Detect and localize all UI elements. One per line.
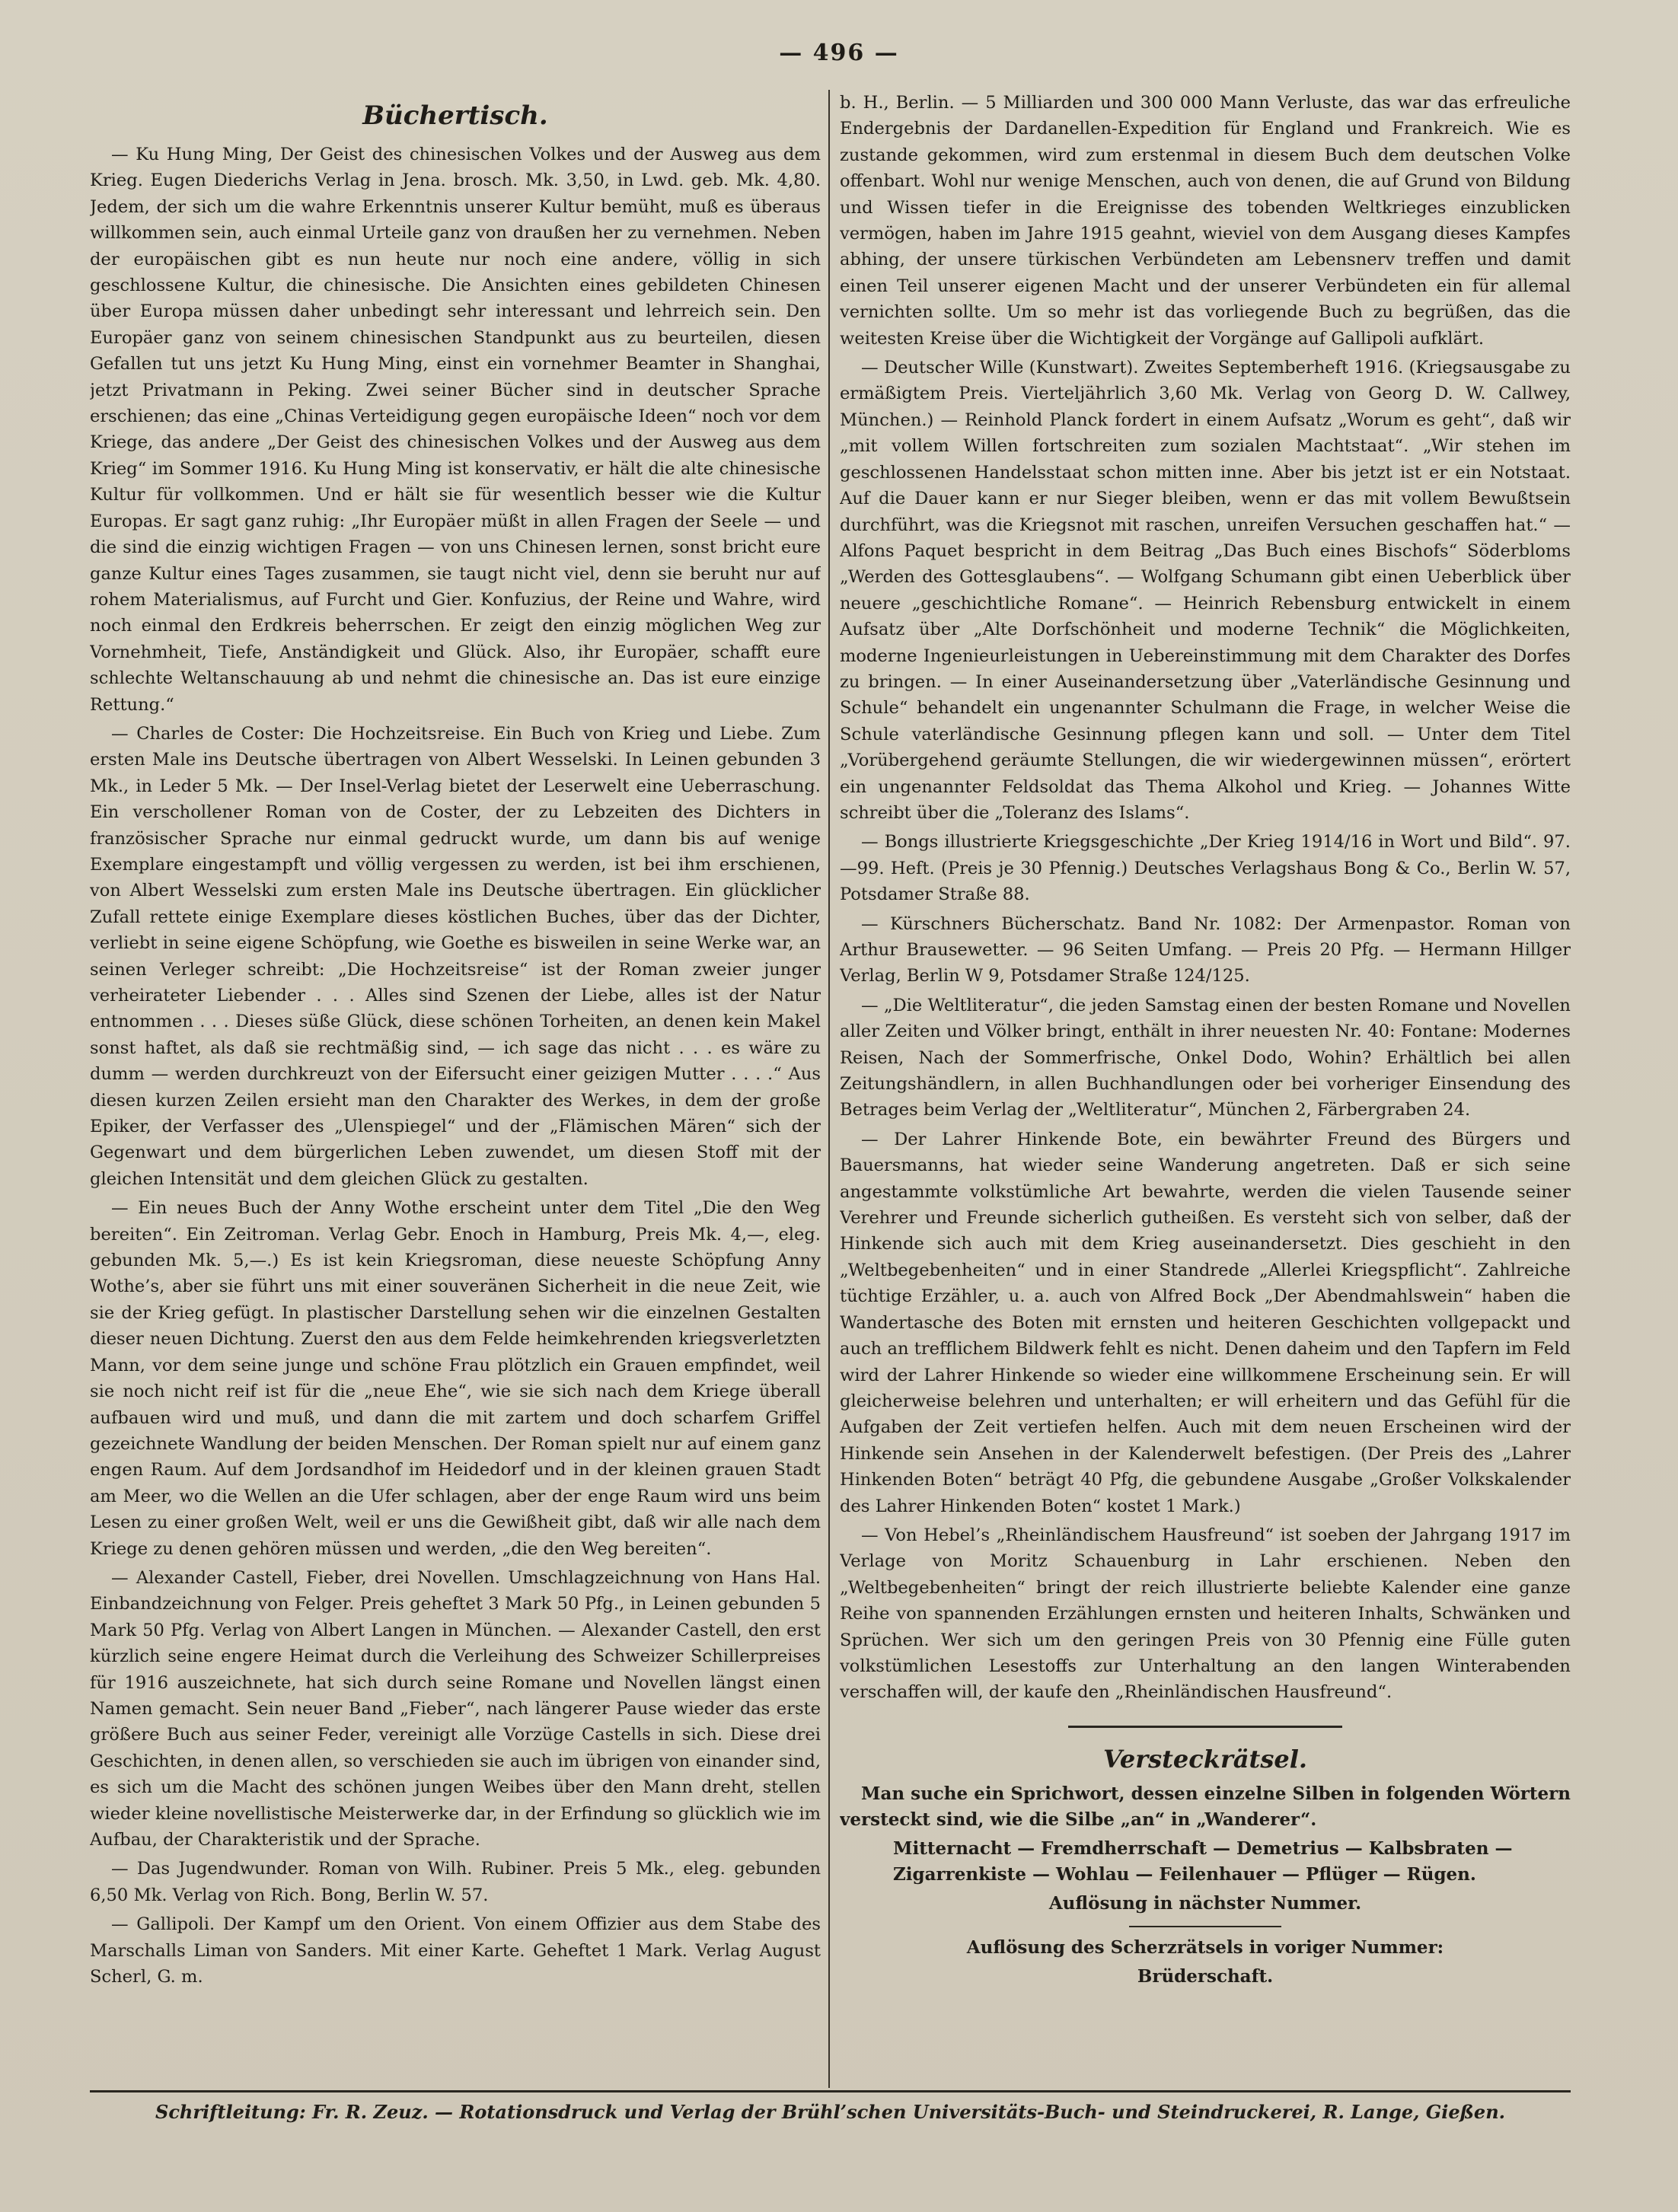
puzzle-divider	[1129, 1926, 1281, 1927]
book-review-entry: — Charles de Coster: Die Hochzeitsreise. Ein Buch von Krieg und Liebe. Zum ersten Male ins Deutsche übertragen von Albert Wesselski. In Leinen gebunden 3 Mk., in Leder 5 Mk. — Der Insel-Verlag bietet der Leserwelt eine Ueberraschung. Ein verschollener Roman von de Coster, der zu Lebzeiten des Dichters in französischer Sprache nur einmal gedruckt wurde, um dann bis auf wenige Exemplare eingestampft und völlig vergessen zu werden, ist bei ihm erschienen, von Albert Wesselski zum ersten Male ins Deutsche übertragen. Ein glücklicher Zufall rettete einige Exemplare dieses köstlichen Buches, über das der Dichter, verliebt in seine eigene Schöpfung, wie Goethe es bisweilen in seine Werke war, an seinen Verleger schreibt: „Die Hochzeitsreise“ ist der Roman zweier junger verheirateter Liebender . . . Alles sind Szenen der Liebe, alles ist der Natur entnommen . . . Dieses süße Glück, diese schönen Torheiten, an denen kein Makel sonst haftet, als daß sie rechtmäßig sind, — ich sage das nicht . . . es wäre zu dumm — werden durchkreuzt von der Eifersucht einer geizigen Mutter . . . .“ Aus diesen kurzen Zeilen ersieht man den Charakter des Werkes, in dem der große Epiker, der Verfasser des „Ulenspiegel“ und der „Flämischen Mären“ sich der Gegenwart und dem bürgerlichen Leben zuwendet, um diesen Stoff mit der gleichen Intensität und dem gleichen Glück zu gestalten.	[90, 723, 821, 1189]
book-review-entry: — Das Jugendwunder. Roman von Wilh. Rubiner. Preis 5 Mk., eleg. gebunden 6,50 Mk. Verlag von Rich. Bong, Berlin W. 57.	[90, 1859, 821, 1905]
book-review-entry: b. H., Berlin. — 5 Milliarden und 300 000 Mann Verluste, das war das erfreuliche Endergebnis der Dardanellen-Expedition für England und Frankreich. Wie es zustande gekommen, wird zum erstenmal in diesem Buch dem deutschen Volke offenbart. Wohl nur wenige Menschen, auch von denen, die auf Grund von Bildung und Wissen tiefer in die Ereignisse des tobenden Weltkrieges einzublicken vermögen, haben im Jahre 1915 geahnt, wieviel von dem Ausgang dieses Kampfes abhing, der unsere türkischen Verbündeten am Lebensnerv treffen und damit einen Teil unserer eigenen Macht und der unserer Verbündeten ein für allemal vernichten sollte. Um so mehr ist das vorliegende Buch zu begrüßen, das die weitesten Kreise über die Wichtigkeit der Vorgänge auf Gallipoli aufklärt.	[840, 93, 1571, 349]
book-review-entry: — Ku Hung Ming, Der Geist des chinesischen Volkes und der Ausweg aus dem Krieg. Eugen Diederichs Verlag in Jena. brosch. Mk. 3,50, in Lwd. geb. Mk. 4,80. Jedem, der sich um die wahre Erkenntnis unserer Kultur bemüht, muß es überaus willkommen sein, auch einmal Urteile ganz von draußen her zu vernehmen. Neben der europäischen gibt es nun heute nur noch eine andere, völlig in sich geschlossene Kultur, die chinesische. Die Ansichten eines gebildeten Chinesen über Europa müssen daher unbedingt sehr interessant und lehrreich sein. Den Europäer ganz von seinem chinesischen Standpunkt aus zu beurteilen, diesen Gefallen tut uns jetzt Ku Hung Ming, einst ein vornehmer Beamter in Shanghai, jetzt Privatmann in Peking. Zwei seiner Bücher sind in deutscher Sprache erschienen; das eine „Chinas Verteidigung gegen europäische Ideen“ noch vor dem Kriege, das andere „Der Geist des chinesischen Volkes und der Ausweg aus dem Krieg“ im Sommer 1916. Ku Hung Ming ist konservativ, er hält die alte chinesische Kultur für vollkommen. Und er hält sie für wesentlich besser wie die Kultur Europas. Er sagt ganz ruhig: „Ihr Europäer müßt in allen Fragen der Seele — und die sind die einzig wichtigen Fragen — von uns Chinesen lernen, sonst bricht eure ganze Kultur eines Tages zusammen, sie taugt nicht viel, denn sie beruht nur auf rohem Materialismus, auf Furcht und Gier. Konfuzius, der Reine und Wahre, wird noch einmal den Erdkreis beherrschen. Er zeigt den einzig möglichen Weg zur Vornehmheit, Tiefe, Anständigkeit und Glück. Also, ihr Europäer, schafft eure schlechte Weltanschauung ab und nehmt die chinesische an. Das ist eure einzige Rettung.“	[90, 145, 821, 715]
section-heading: Büchertisch.	[362, 100, 548, 131]
puzzle-title: Versteckrätsel.	[1103, 1744, 1307, 1774]
book-review-entry: — Von Hebel’s „Rheinländischem Hausfreund“ ist soeben der Jahrgang 1917 im Verlage von Moritz Schauenburg in Lahr erschienen. Neben den „Weltbegebenheiten“ bringt der reich illustrierte beliebte Kalender eine ganze Reihe von spannenden Erzählungen ernsten und heiteren Inhalts, Schwänken und Sprüchen. Wer sich um den geringen Preis von 30 Pfennig eine Fülle guten volkstümlichen Lesestoffs zur Unterhaltung an den langen Winterabenden verschaffen will, der kaufe den „Rheinländischen Hausfreund“.	[840, 1525, 1571, 1703]
page-number: — 496 —	[779, 40, 899, 66]
puzzle-box	[840, 1745, 1571, 1990]
book-review-entry: — Kürschners Bücherschatz. Band Nr. 1082: Der Armenpastor. Roman von Arthur Brausewetter. — 96 Seiten Umfang. — Preis 20 Pfg. — Hermann Hillger Verlag, Berlin W 9, Potsdamer Straße 124/125.	[840, 913, 1571, 986]
book-review-entry: — Alexander Castell, Fieber, drei Novellen. Umschlagzeichnung von Hans Hal. Einbandzeichnung von Felger. Preis geheftet 3 Mark 50 Pfg., in Leinen gebunden 5 Mark 50 Pfg. Verlag von Albert Langen in München. — Alexander Castell, den erst kürzlich seine engere Heimat durch die Verleihung des Schweizer Schillerpreises für 1916 auszeichnete, hat sich durch seine Romane und Novellen längst einen Namen gemacht. Sein neuer Band „Fieber“, nach längerer Pause wieder das erste größere Buch aus seiner Feder, vereinigt alle Vorzüge Castells in sich. Diese drei Geschichten, in denen allen, so verschieden sie auch im übrigen von einander sind, es sich um die Macht des schönen jungen Weibes über den Mann dreht, stellen wieder kleine novellistische Meisterwerke dar, in der Erfindung so glücklich wie im Aufbau, der Charakteristik und der Sprache.	[90, 1567, 821, 1850]
book-review-entry: — „Die Weltliteratur“, die jeden Samstag einen der besten Romane und Novellen aller Zeiten und Völker bringt, enthält in ihrer neuesten Nr. 40: Fontane: Modernes Reisen, Nach der Sommerfrische, Onkel Dodo, Wohin? Erhältlich bei allen Zeitungshändlern, in allen Buchhandlungen oder bei vorheriger Einsendung des Betrages beim Verlag der „Weltliteratur“, München 2, Färbergraben 24.	[840, 995, 1571, 1120]
left-column	[90, 90, 821, 2088]
solution-text: Brüderschaft.	[1137, 1965, 1274, 1987]
puzzle-intro: Man suche ein Sprichwort, dessen einzelne Silben in folgenden Wörtern versteckt sind, wie die Silbe „an“ in „Wanderer“.	[840, 1783, 1571, 1830]
solution-label: Auflösung des Scherzrätsels in voriger Nummer:	[966, 1936, 1444, 1958]
column-divider	[828, 90, 830, 2088]
book-review-entry: — Ein neues Buch der Anny Wothe erscheint unter dem Titel „Die den Weg bereiten“. Ein Zeitroman. Verlag Gebr. Enoch in Hamburg, Preis Mk. 4,—, eleg. gebunden Mk. 5,—.) Es ist kein Kriegsroman, diese neueste Schöpfung Anny Wothe’s, aber sie führt uns mit einer souveränen Sicherheit in die neue Zeit, wie sie der Krieg gefügt. In plastischer Darstellung sehen wir die einzelnen Gestalten dieser neuen Dichtung. Zuerst den aus dem Felde heimkehrenden kriegsverletzten Mann, vor dem seine junge und schöne Frau plötzlich ein Grauen empfindet, weil sie noch nicht reif ist für die „neue Ehe“, wie sie sich nach dem Kriege überall aufbauen wird und muß, und dann die mit zartem und doch scharfem Griffel gezeichnete Wandlung der beiden Menschen. Der Roman spielt nur auf einem ganz engen Raum. Auf dem Jordsandhof im Heidedorf und in der kleinen grauen Stadt am Meer, wo die Wellen an die Ufer schlagen, aber der enge Raum wird uns beim Lesen zu einer großen Welt, weil er uns die Gewißheit gibt, daß wir alle nach dem Kriege zu denen gehören müssen und werden, „die den Weg bereiten“.	[90, 1198, 821, 1559]
puzzle-words: Mitternacht — Fremdherrschaft — Demetrius — Kalbsbraten — Zigarrenkiste — Wohlau — Feilenhauer — Pflüger — Rügen.	[893, 1837, 1513, 1885]
imprint-footer: Schriftleitung: Fr. R. Zeuz. — Rotationsdruck und Verlag der Brühl’schen Universitäts-Buch- und Steindruckerei, R. Lange, Gießen.	[155, 2101, 1505, 2123]
book-review-entry: — Der Lahrer Hinkende Bote, ein bewährter Freund des Bürgers und Bauersmanns, hat wieder seine Wanderung angetreten. Daß er sich seine angestammte volkstümliche Art bewahrte, werden die vielen Tausende seiner Verehrer und Freunde sicherlich gutheißen. Es versteht sich von selber, daß der Hinkende sich auch mit dem Krieg auseinandersetzt. Dies geschieht in den „Weltbegebenheiten“ und in einer Standrede „Allerlei Kriegspflicht“. Zahlreiche tüchtige Erzähler, u. a. auch von Alfred Bock „Der Abendmahlswein“ haben die Wandertasche des Boten mit ernsten und heiteren Geschichten vollgepackt und auch an trefflichem Bildwerk fehlt es nicht. Denen daheim und den Tapfern im Feld wird der Lahrer Hinkende so wieder eine willkommene Erscheinung sein. Er will gleicherweise belehren und unterhalten; er will erheitern und das Gefühl für die Aufgaben der Zeit vertiefen helfen. Auch mit dem neuen Erscheinen wird der Hinkende sein Ansehen in der Kalenderwelt befestigen. (Der Preis des „Lahrer Hinkenden Boten“ beträgt 40 Pfg, die gebundene Ausgabe „Großer Volkskalender des Lahrer Hinkenden Boten“ kostet 1 Mark.)	[840, 1129, 1571, 1516]
puzzle-note: Auflösung in nächster Nummer.	[1048, 1892, 1362, 1914]
footer-divider	[90, 2090, 1571, 2092]
book-review-entry: — Deutscher Wille (Kunstwart). Zweites Septemberheft 1916. (Kriegsausgabe zu ermäßigtem Preis. Vierteljährlich 3,60 Mk. Verlag von Georg D. W. Callwey, München.) — Reinhold Planck fordert in einem Aufsatz „Worum es geht“, daß wir „mit vollem Willen fortschreiten zum sozialen Machtstaat“. „Wir stehen im geschlossenen Handelsstaat schon mitten inne. Aber bis jetzt ist er ein Notstaat. Auf die Dauer kann er nur Sieger bleiben, wenn er das mit vollem Bewußtsein durchführt, was die Kriegsnot mit raschen, unreifen Versuchen geschaffen hat.“ — Alfons Paquet bespricht in dem Beitrag „Das Buch eines Bischofs“ Söderbloms „Werden des Gottesglaubens“. — Wolfgang Schumann gibt einen Ueberblick über neuere „geschichtliche Romane“. — Heinrich Rebensburg entwickelt in einem Aufsatz über „Alte Dorfschönheit und moderne Technik“ die Möglichkeiten, moderne Ingenieurleistungen in Uebereinstimmung mit dem Charakter des Dorfes zu bringen. — In einer Auseinandersetzung über „Vaterländische Gesinnung und Schule“ behandelt ein ungenannter Schulmann die Frage, in welcher Weise die Schule vaterländische Gesinnung pflegen kann und soll. — Unter dem Titel „Vorübergehend geräumte Stellungen, die wir wiedergewinnen müssen“, erörtert ein ungenannter Feldsoldat das Thema Alkohol und Krieg. — Johannes Witte schreibt über die „Toleranz des Islams“.	[840, 358, 1571, 823]
right-column	[840, 90, 1571, 2088]
book-review-entry: — Gallipoli. Der Kampf um den Orient. Von einem Offizier aus dem Stabe des Marschalls Liman von Sanders. Mit einer Karte. Geheftet 1 Mark. Verlag August Scherl, G. m.	[90, 1914, 821, 1987]
section-divider	[1068, 1726, 1342, 1728]
book-review-entry: — Bongs illustrierte Kriegsgeschichte „Der Krieg 1914/16 in Wort und Bild“. 97.—99. Heft. (Preis je 30 Pfennig.) Deutsches Verlagshaus Bong & Co., Berlin W. 57, Potsdamer Straße 88.	[840, 832, 1571, 905]
